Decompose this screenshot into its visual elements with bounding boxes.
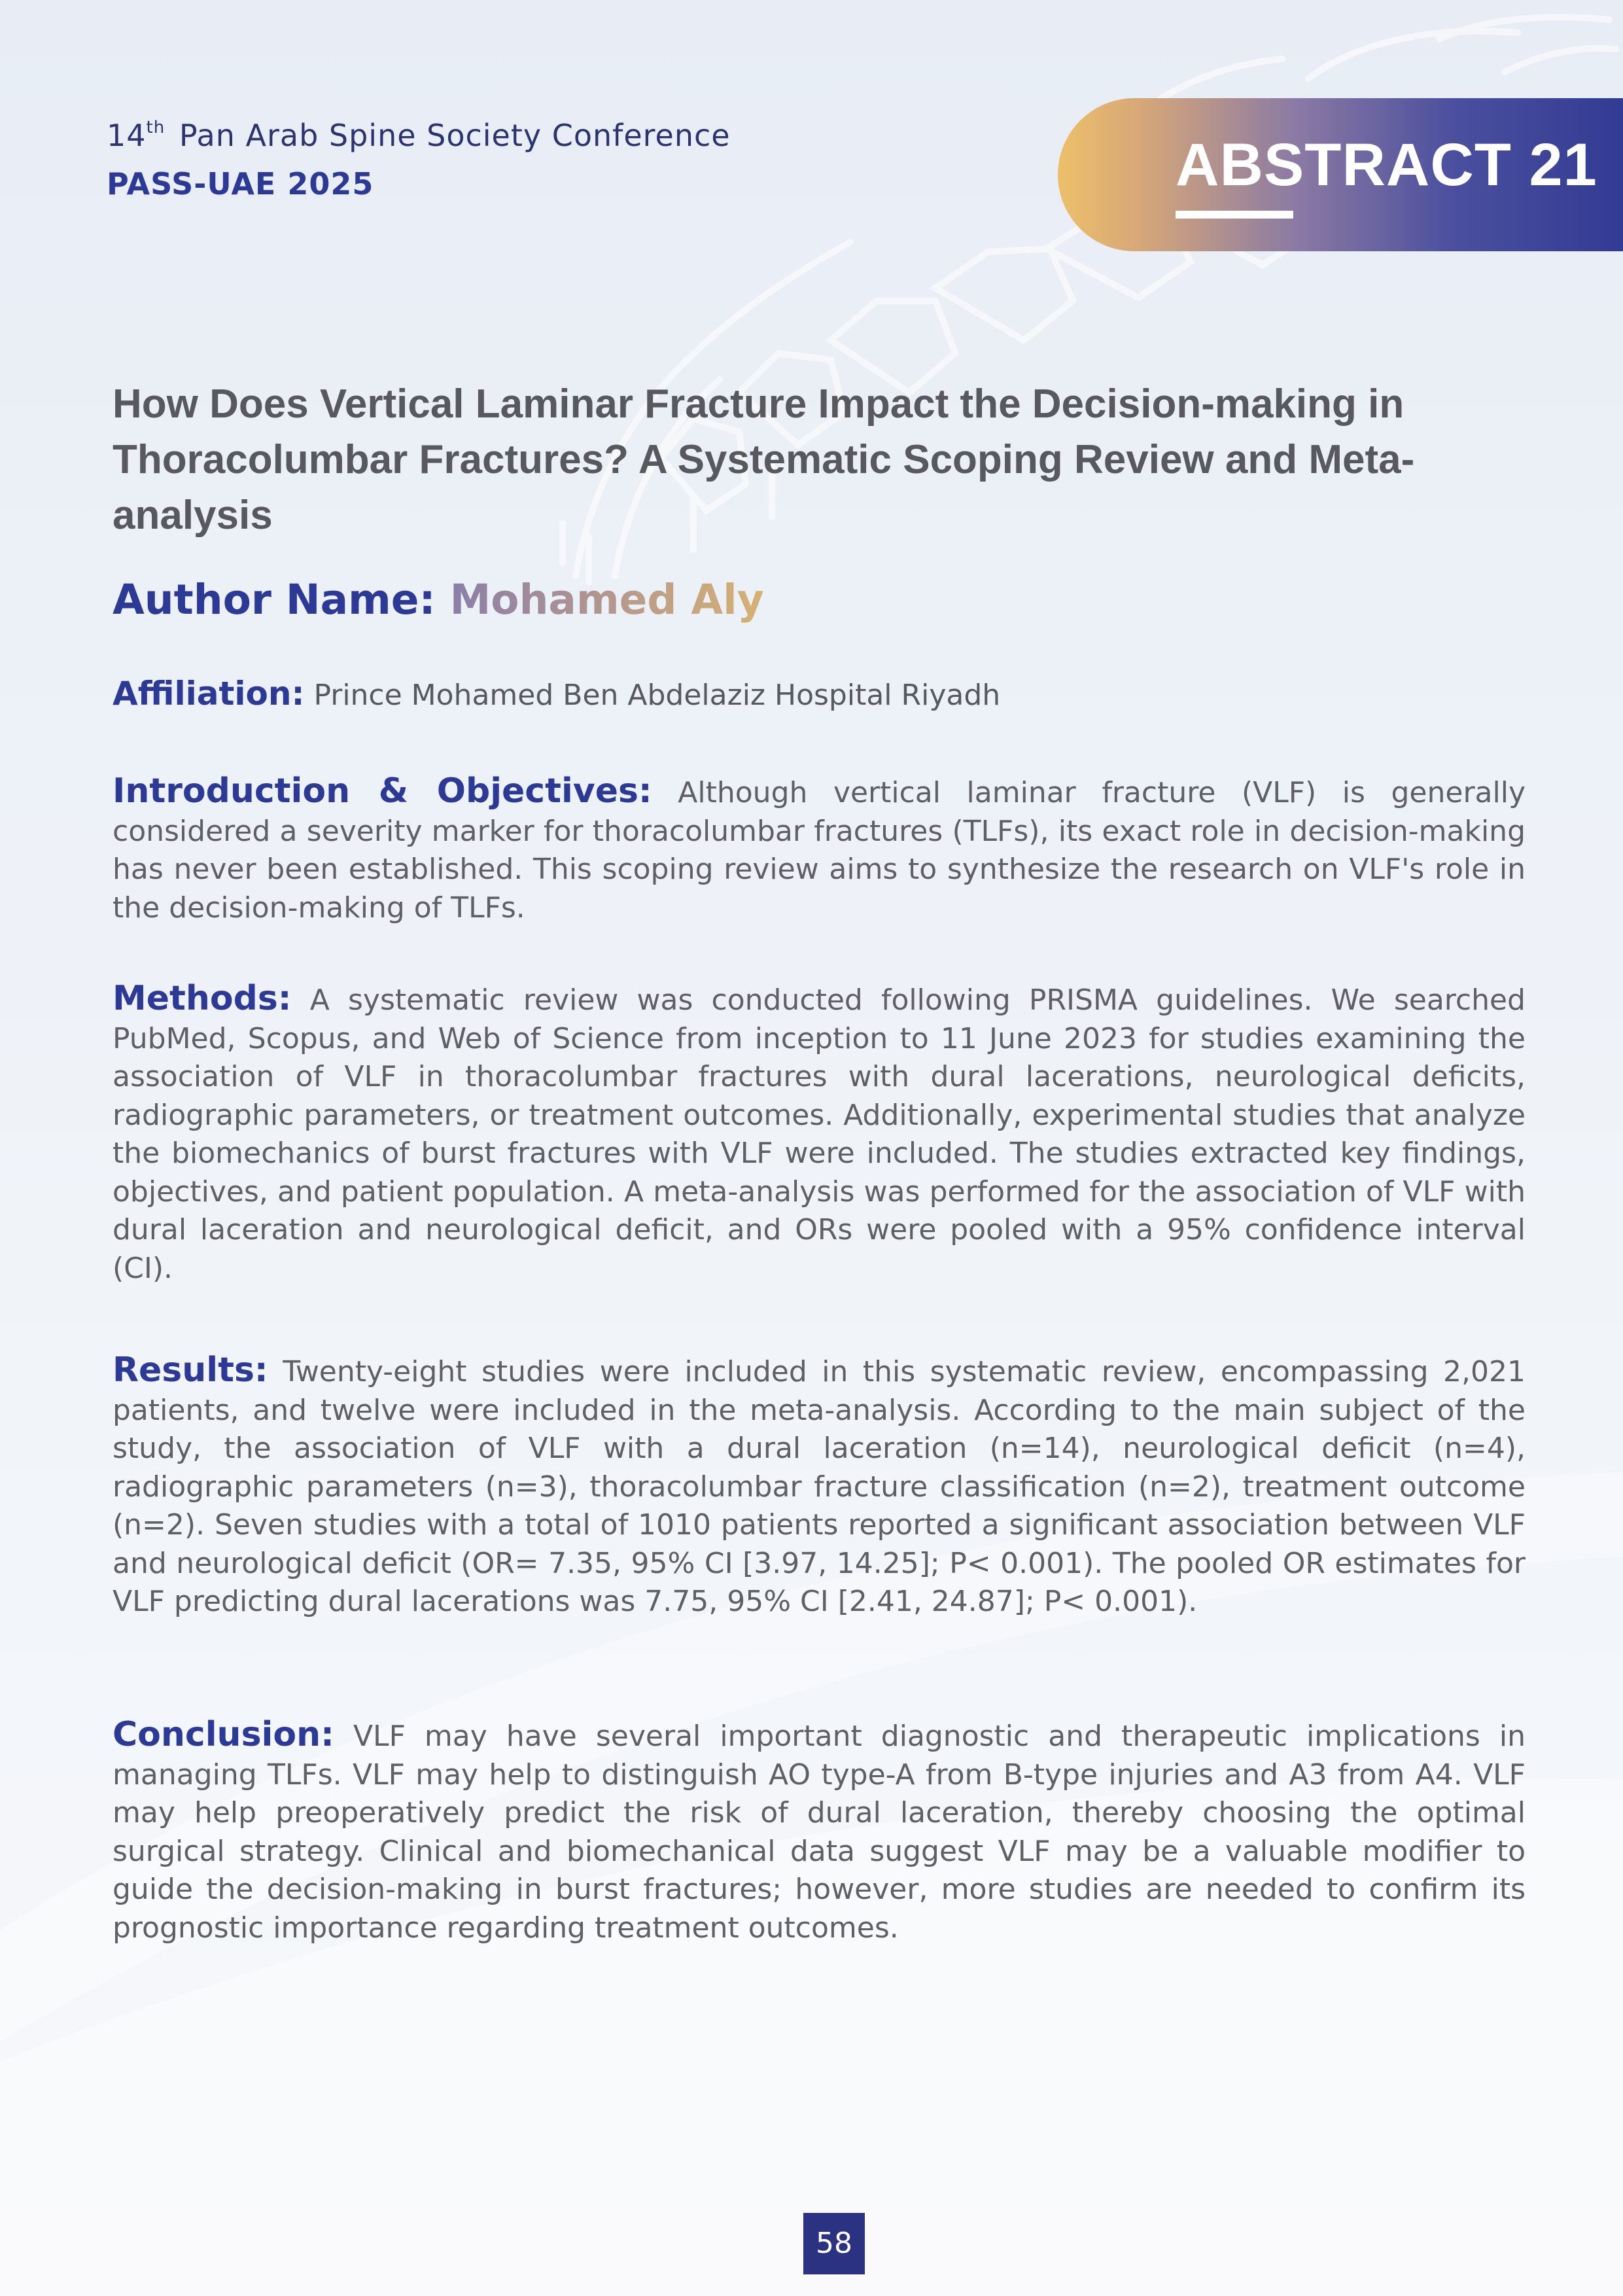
section-results: [113, 1351, 1526, 1621]
section-introduction: [113, 772, 1526, 927]
conclusion-label: Conclusion:: [113, 1715, 334, 1754]
badge-underline: [1176, 211, 1293, 219]
conference-header: [107, 119, 731, 202]
section-methods: [113, 980, 1526, 1288]
methods-text: A systematic review was conducted following PRISMA guidelines. We searched PubMed, Scopus, and Web of Science from inception to 11 June 2023 for studies examining the association of VLF in thoracolumbar fractures with dural lacerations, neurological deficits, radiographic parameters, or treatment outcomes. Additionally, experimental studies that analyze the biomechanics of burst fractures with VLF were included. The studies extracted key findings, objectives, and patient population. A meta-analysis was performed for the association of VLF with dural laceration and neurological deficit, and ORs were pooled with a 95% confidence interval (CI).: [113, 983, 1526, 1285]
author-label: Author Name:: [113, 576, 436, 624]
methods-label: Methods:: [113, 979, 292, 1018]
results-text: Twenty-eight studies were included in this systematic review, encompassing 2,021 patients, and twelve were included in the meta-analysis. According to the main subject of the study, the association of VLF with a dural laceration (n=14), neurological deficit (n=4), radiographic parameters (n=3), thoracolumbar fracture classification (n=2), treatment outcome (n=2). Seven studies with a total of 1010 patients reported a significant association between VLF and neurological deficit (OR= 7.35, 95% CI [3.97, 14.25]; P< 0.001). The pooled OR estimates for VLF predicting dural lacerations was 7.75, 95% CI [2.41, 24.87]; P< 0.001).: [113, 1355, 1526, 1618]
introduction-label: Introduction & Objectives:: [113, 771, 652, 811]
event-name: PASS-UAE 2025: [107, 166, 374, 202]
abstract-title: How Does Vertical Laminar Fracture Impact the Decision-making in Thoracolumbar Fractures? A Systematic Scoping Review and Meta-analysis: [113, 381, 1415, 538]
conclusion-text: VLF may have several important diagnostic and therapeutic implications in managing TLFs. VLF may help to distinguish AO type-A from B-type injuries and A3 from A4. VLF may help preoperatively predict the risk of dural laceration, thereby choosing the optimal surgical strategy. Clinical and biomechanical data suggest VLF may be a valuable modifier to guide the decision-making in burst fractures; however, more studies are needed to confirm its prognostic importance regarding treatment outcomes.: [113, 1720, 1526, 1945]
page-number: 58: [803, 2213, 865, 2274]
affiliation-value: Prince Mohamed Ben Abdelaziz Hospital Riyadh: [313, 679, 1001, 712]
affiliation-line: [113, 675, 1001, 713]
conference-title: [107, 118, 731, 153]
abstract-badge: [1058, 98, 1623, 251]
section-conclusion: [113, 1716, 1526, 1947]
conference-name: Pan Arab Spine Society Conference: [179, 118, 731, 153]
affiliation-label: Affiliation:: [113, 675, 305, 713]
author-name: Mohamed Aly: [449, 576, 764, 624]
results-label: Results:: [113, 1351, 268, 1390]
conference-number: 14: [107, 118, 147, 153]
introduction-text: Although vertical laminar fracture (VLF) is generally considered a severity marker for thoracolumbar fractures (TLFs), its exact role in decision-making has never been established. This scoping review aims to synthesize the research on VLF's role in the decision-making of TLFs.: [113, 776, 1526, 925]
conference-suffix: th: [146, 118, 166, 137]
abstract-badge-label: ABSTRACT 21: [1176, 132, 1597, 198]
author-line: [113, 576, 764, 624]
